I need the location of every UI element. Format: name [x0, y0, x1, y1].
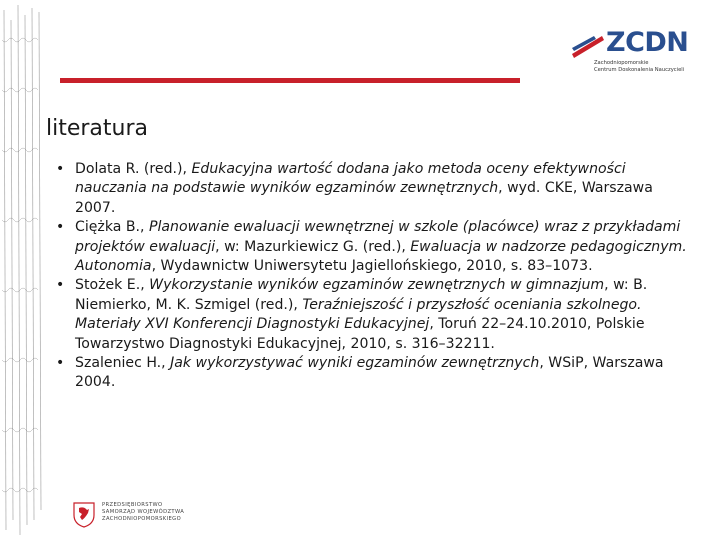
- logo-subtitle-line2: Centrum Doskonalenia Nauczycieli: [594, 67, 685, 73]
- page-title: literatura: [46, 116, 149, 141]
- reference-item: • Szaleniec H., Jak wykorzystywać wyniki egzaminów zewnętrznych, WSiP, Warszawa 2004.: [56, 355, 664, 391]
- bullet-icon: •: [56, 277, 65, 294]
- logo-wordmark: ZCDN: [606, 27, 689, 58]
- footer-text: PRZEDSIĘBIORSTWO SAMORZĄD WOJEWÓDZTWA ZACHODNIOPOMORSKIEGO: [102, 502, 185, 522]
- reference-item: • Stożek E., Wykorzystanie wyników egzaminów zewnętrznych w gimnazjum, w: B. Niemierko, M. K. Szmigel (red.), Teraźniejszość i przyszłość oceniania szkolnego. Materiały XVI Konferencji Diagnostyki Edukacyjnej, Toruń 22–24.10.2010, Polskie Towarzystwo Diagnostyki Edukacyjnej, 2010, s. 316–32211.: [56, 277, 648, 352]
- bullet-icon: •: [56, 161, 65, 177]
- reference-list: [54, 160, 694, 393]
- title-divider: [60, 78, 520, 83]
- handwriting-decoration: [0, 0, 44, 540]
- reference-item: • Dolata R. (red.), Edukacyjna wartość dodana jako metoda oceny efektywności nauczania na podstawie wyników egzaminów zewnętrznych, wyd. CKE, Warszawa 2007.: [56, 161, 653, 216]
- zcdn-logo: [572, 28, 692, 76]
- griffin-crest-icon: [70, 500, 98, 528]
- bullet-icon: •: [56, 219, 65, 236]
- logo-subtitle-line1: Zachodniopomorskie: [594, 60, 649, 66]
- footer-logo: [70, 500, 200, 530]
- reference-item: • Ciężka B., Planowanie ewaluacji wewnętrznej w szkole (placówce) wraz z przykładami projektów ewaluacji, w: Mazurkiewicz G. (red.), Ewaluacja w nadzorze pedagogicznym. Autonomia, Wydawnictw Uniwersytetu Jagiellońskiego, 2010, s. 83–1073.: [56, 219, 687, 275]
- bullet-icon: •: [56, 355, 65, 372]
- zcdn-mark-icon: [572, 32, 604, 58]
- logo-subtitle: [594, 60, 692, 74]
